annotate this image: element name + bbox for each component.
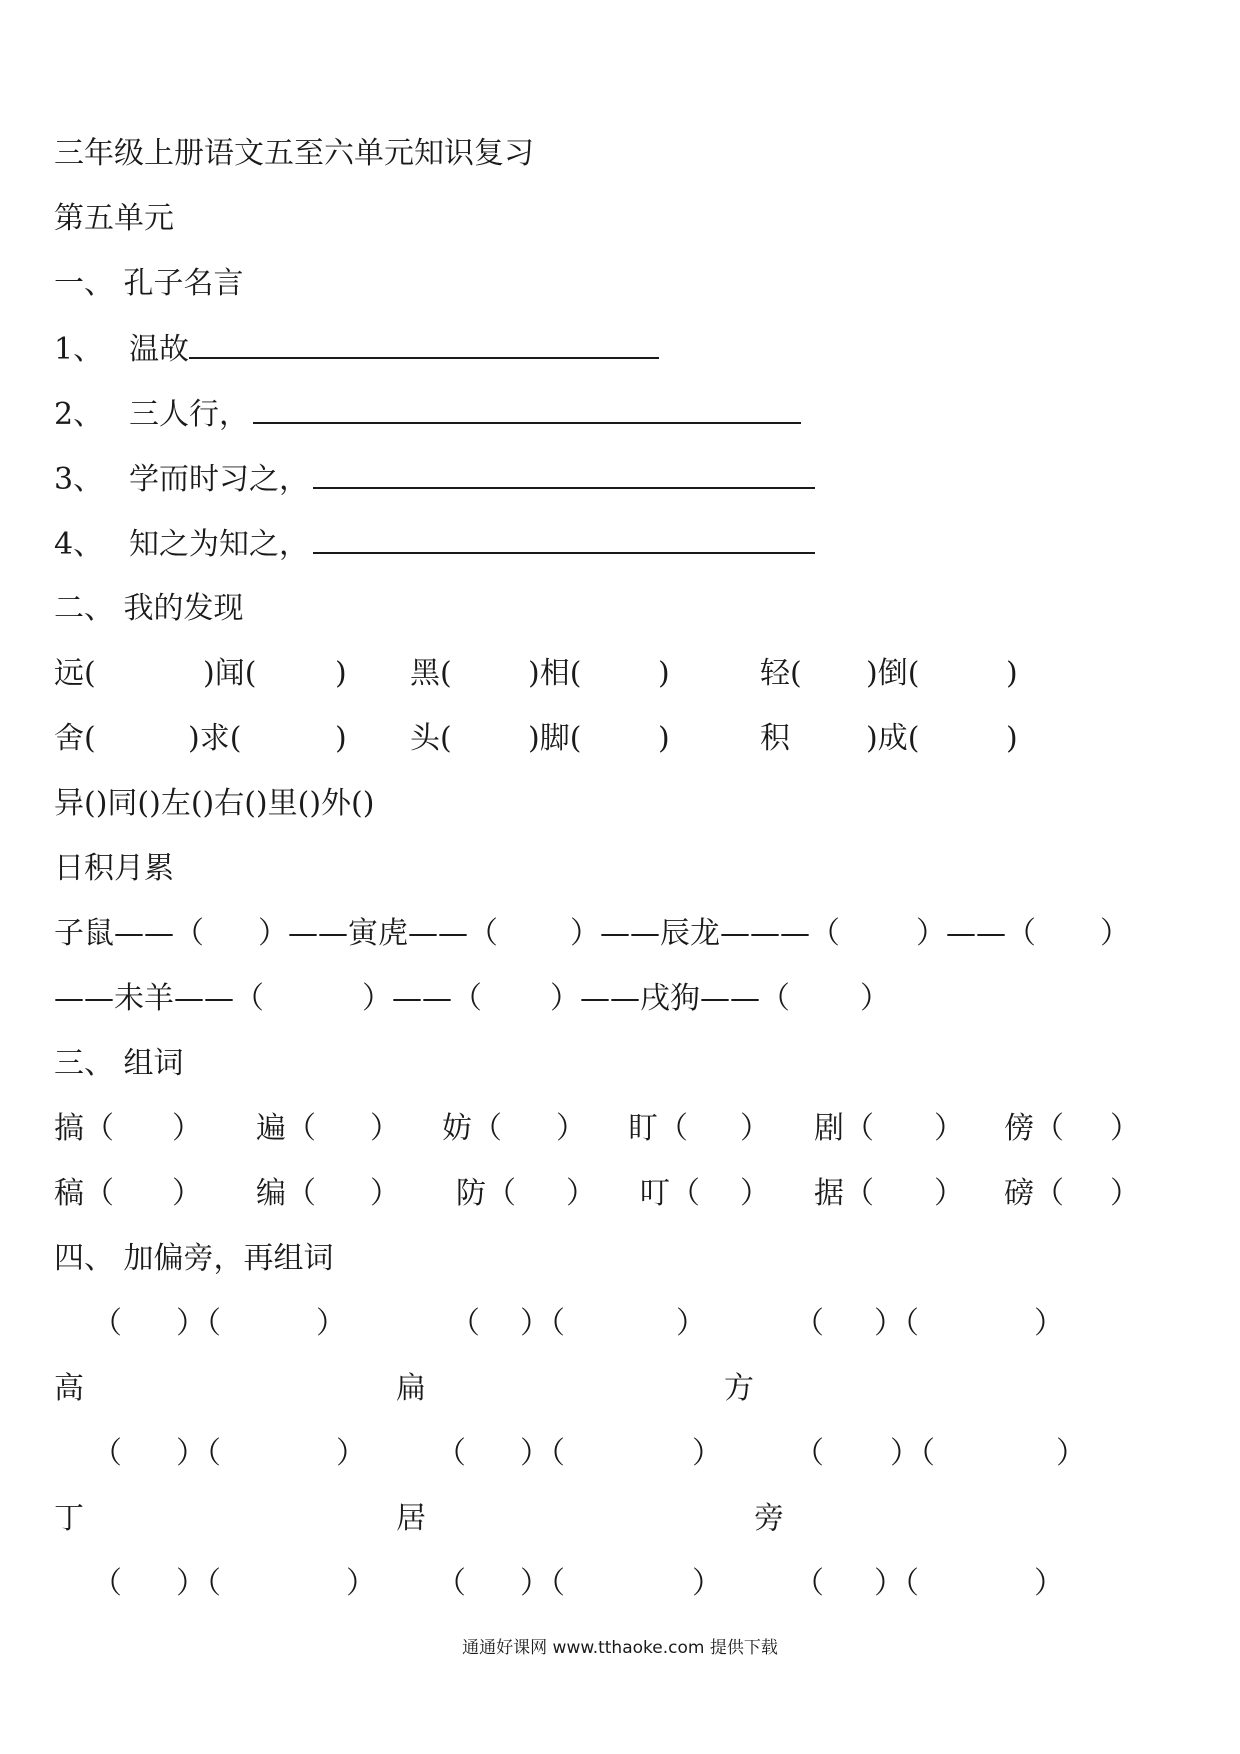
answer-blank[interactable]: [189, 329, 659, 359]
base-char: 居: [396, 1501, 426, 1536]
discovery-cell: 远(: [54, 656, 96, 691]
quote-item-1: [54, 329, 659, 370]
paren-cell: ）（: [176, 1306, 221, 1341]
answer-blank[interactable]: [313, 459, 815, 489]
word-cell: 剧（: [814, 1111, 874, 1146]
item-number: 2、: [54, 397, 104, 432]
word-cell: 搞（: [54, 1111, 114, 1146]
quote-prompt: 知之为知之，: [129, 527, 309, 562]
paren-cell: ）（: [176, 1566, 221, 1601]
paren-cell: ）: [316, 1306, 346, 1341]
paren-cell: ）（: [520, 1436, 565, 1471]
paren-cell: ）: [336, 1436, 366, 1471]
word-cell: ）: [1110, 1111, 1140, 1146]
discovery-cell: ): [335, 721, 347, 756]
discovery-cell: ): [335, 656, 347, 691]
word-cell: ）: [934, 1111, 964, 1146]
paren-cell: （: [92, 1566, 122, 1601]
quote-item-3: [54, 459, 815, 500]
zodiac-cell: 子鼠——（: [54, 916, 204, 951]
section2-heading: 二、 我的发现: [54, 591, 244, 626]
word-cell: 遍（: [256, 1111, 316, 1146]
discovery-cell: )倒(: [866, 656, 920, 691]
word-cell: 磅（: [1004, 1176, 1064, 1211]
zodiac-cell: ——未羊——（: [54, 981, 264, 1016]
paren-cell: ）（: [874, 1566, 919, 1601]
paren-cell: （: [794, 1436, 824, 1471]
base-char: 高: [54, 1371, 84, 1406]
discovery-cell: 轻(: [760, 656, 802, 691]
opposites-row: 异()同()左()右()里()外(): [54, 786, 375, 821]
word-cell: ）: [370, 1176, 400, 1211]
discovery-cell: 头(: [410, 721, 452, 756]
discovery-cell: ): [1006, 721, 1018, 756]
zodiac-cell: ）: [1100, 916, 1130, 951]
paren-cell: （: [92, 1306, 122, 1341]
zodiac-cell: ）——（: [916, 916, 1036, 951]
paren-cell: ）: [346, 1566, 376, 1601]
paren-cell: （: [436, 1436, 466, 1471]
zodiac-cell: ）: [860, 981, 890, 1016]
paren-cell: ）（: [520, 1306, 565, 1341]
discovery-cell: )脚(: [528, 721, 582, 756]
word-cell: ）: [1110, 1176, 1140, 1211]
quote-item-2: [54, 394, 801, 435]
paren-cell: ）（: [874, 1306, 919, 1341]
word-cell: 防（: [456, 1176, 516, 1211]
answer-blank[interactable]: [313, 524, 815, 554]
paren-cell: ）: [1056, 1436, 1086, 1471]
discovery-cell: 舍(: [54, 721, 96, 756]
item-number: 4、: [54, 527, 104, 562]
paren-cell: ）: [1034, 1566, 1064, 1601]
word-cell: ）: [172, 1111, 202, 1146]
paren-cell: （: [794, 1566, 824, 1601]
word-cell: 叮（: [640, 1176, 700, 1211]
word-cell: 稿（: [54, 1176, 114, 1211]
discovery-cell: )相(: [528, 656, 582, 691]
page-title: 三年级上册语文五至六单元知识复习: [54, 136, 534, 171]
item-number: 3、: [54, 462, 104, 497]
paren-cell: ）: [1034, 1306, 1064, 1341]
accumulate-title: 日积月累: [54, 851, 174, 886]
paren-cell: ）（: [890, 1436, 935, 1471]
discovery-cell: )求(: [188, 721, 242, 756]
quote-prompt: 三人行，: [129, 397, 249, 432]
zodiac-cell: ）——（: [362, 981, 482, 1016]
base-char: 旁: [754, 1501, 784, 1536]
discovery-cell: 黑(: [410, 656, 452, 691]
section4-heading: 四、 加偏旁，再组词: [54, 1241, 334, 1276]
discovery-cell: ): [1006, 656, 1018, 691]
section3-heading: 三、 组词: [54, 1046, 184, 1081]
base-char: 丁: [54, 1501, 84, 1536]
discovery-cell: 积: [760, 721, 790, 756]
word-cell: ）: [370, 1111, 400, 1146]
word-cell: 傍（: [1004, 1111, 1064, 1146]
unit-title: 第五单元: [54, 201, 174, 236]
paren-cell: （: [436, 1566, 466, 1601]
word-cell: ）: [566, 1176, 596, 1211]
footer-source: 通通好课网 www.tthaoke.com 提供下载: [462, 1638, 778, 1658]
discovery-cell: )成(: [866, 721, 920, 756]
paren-cell: ）: [692, 1566, 722, 1601]
paren-cell: （: [450, 1306, 480, 1341]
word-cell: 盯（: [628, 1111, 688, 1146]
answer-blank[interactable]: [253, 394, 801, 424]
paren-cell: ）: [692, 1436, 722, 1471]
word-cell: 妨（: [442, 1111, 502, 1146]
zodiac-cell: ）——戌狗——（: [550, 981, 790, 1016]
zodiac-cell: ）——辰龙———（: [570, 916, 840, 951]
quote-prompt: 学而时习之，: [129, 462, 309, 497]
base-char: 方: [724, 1371, 754, 1406]
paren-cell: （: [92, 1436, 122, 1471]
section1-heading: 一、 孔子名言: [54, 266, 244, 301]
zodiac-cell: ）——寅虎——（: [258, 916, 498, 951]
discovery-cell: ): [658, 656, 670, 691]
paren-cell: （: [794, 1306, 824, 1341]
item-number: 1、: [54, 332, 104, 367]
discovery-cell: ): [658, 721, 670, 756]
word-cell: 编（: [256, 1176, 316, 1211]
word-cell: ）: [740, 1176, 770, 1211]
word-cell: ）: [172, 1176, 202, 1211]
base-char: 扁: [396, 1371, 426, 1406]
discovery-cell: )闻(: [203, 656, 257, 691]
word-cell: 据（: [814, 1176, 874, 1211]
word-cell: ）: [740, 1111, 770, 1146]
quote-prompt: 温故: [129, 332, 189, 367]
word-cell: ）: [934, 1176, 964, 1211]
paren-cell: ）（: [520, 1566, 565, 1601]
paren-cell: ）（: [176, 1436, 221, 1471]
paren-cell: ）: [676, 1306, 706, 1341]
word-cell: ）: [556, 1111, 586, 1146]
quote-item-4: [54, 524, 815, 565]
